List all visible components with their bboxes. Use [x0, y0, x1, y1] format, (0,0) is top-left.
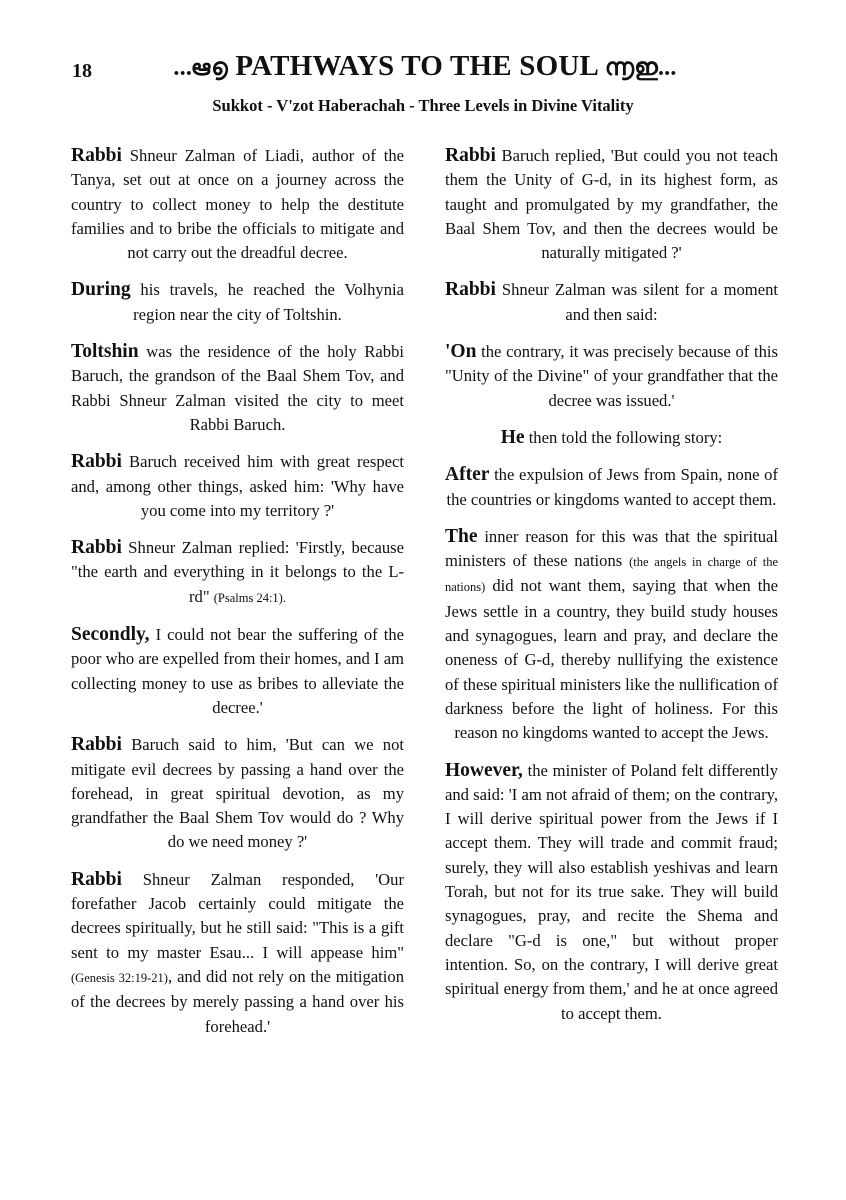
paragraph-lead-word: Secondly, [71, 624, 150, 646]
paragraph [71, 536, 404, 610]
right-column [445, 144, 778, 1039]
paragraph [445, 463, 778, 512]
paragraph-text: inner reason for this was that the spiritual ministers of these nations [445, 526, 778, 571]
paragraph [71, 144, 404, 265]
paragraph-text: the contrary, it was precisely because of this "Unity of the Divine" of your grandfather that the decree was issued.' [445, 342, 778, 410]
paragraph [71, 868, 404, 1039]
paragraph-lead-word: However, [445, 759, 523, 781]
paragraph [445, 144, 778, 265]
paragraph-lead-word: Rabbi [445, 145, 496, 166]
paragraph-text: then told the following story: [524, 427, 723, 447]
paragraph-lead-word: Rabbi [71, 734, 122, 756]
left-column [71, 144, 404, 1052]
paragraph-text: I could not bear the suffering of the poor who are expelled from their homes, and I am collecting money to use as bribes to alleviate the decree.' [71, 625, 404, 717]
paragraph [445, 278, 778, 327]
paragraph-lead-word: Rabbi [71, 451, 122, 473]
running-header [130, 50, 720, 87]
citation-note: (Genesis 32:19-21) [71, 970, 168, 985]
paragraph-lead-word: 'On [445, 341, 477, 363]
paragraph-text: Baruch said to him, 'But can we not mitigate evil decrees by passing a hand over the forehead, in great spiritual devotion, as my grandfather the Baal Shem Tov would do ? Why do we need money ?' [71, 735, 404, 852]
page-number: 18 [72, 60, 92, 82]
paragraph [445, 525, 778, 746]
paragraph [71, 623, 404, 720]
paragraph-lead-word: During [71, 279, 131, 301]
citation-note: (the angels in charge of the nations) [445, 555, 778, 595]
paragraph [445, 759, 778, 1026]
paragraph-text-continued: , and did not rely on the mitigation of the decrees by merely passing a hand over his forehead.' [71, 966, 404, 1036]
paragraph-text-continued: did not want them, saying that when the Jews settle in a country, they build study houses and synagogues, learn and pray, and declare the oneness of G-d, thereby nullifying the existence of these spiritual ministers like the nullification of darkness before the light of holiness. For this reason no kingdoms wanted to accept the Jews. [445, 576, 778, 743]
paragraph-lead-word: Rabbi [445, 279, 496, 301]
paragraph-lead-word: After [445, 464, 490, 486]
paragraph-text: Shneur Zalman responded, 'Our forefather Jacob certainly could mitigate the decrees spiritually, but he still said: "This is a gift sent to my master Esau... I will appease him" [71, 869, 404, 962]
paragraph-lead-word: The [445, 525, 478, 547]
paragraph-text: his travels, he reached the Volhynia region near the city of Toltshin. [130, 280, 404, 324]
paragraph-lead-word: Rabbi [71, 868, 122, 890]
paragraph [71, 278, 404, 327]
paragraph-text: the expulsion of Jews from Spain, none of the countries or kingdoms wanted to accept them. [446, 465, 778, 509]
paragraph-lead-word: Rabbi [71, 537, 122, 559]
paragraph-text: Shneur Zalman of Liadi, author of the Tanya, set out at once on a journey across the country to collect money to help the destitute families and to bribe the officials to mitigate and not carry out the dreadful decree. [71, 146, 404, 263]
paragraph-lead-word: He [500, 426, 525, 448]
paragraph-text: Baruch received him with great respect and, among other things, asked him: 'Why have you come into my territory ?' [71, 452, 404, 520]
paragraph [71, 733, 404, 854]
paragraph-text: was the residence of the holy Rabbi Baruch, the grandson of the Baal Shem Tov, and Rabbi Shneur Zalman visited the city to meet Rabbi Baruch. [71, 342, 404, 434]
paragraph-text: Baruch replied, 'But could you not teach them the Unity of G-d, in its highest form, as taught and promulgated by my grandfather, the Baal Shem Tov, and then the decrees would be naturally mitigated ?' [445, 146, 778, 263]
paragraph-lead-word: Rabbi [71, 145, 122, 166]
paragraph [71, 340, 404, 437]
book-title: PATHWAYS TO THE SOUL [235, 50, 598, 82]
flourish-right-ornament: ൬ഇ... [604, 55, 677, 81]
paragraph-text: the minister of Poland felt differently and said: 'I am not afraid of them; on the contrary, I will derive spiritual power from the Jews if I accept them. They will trade and commit fraud; surely, they will also establish yeshivas and learn Torah, but not for its true sake. They will build synagogues, pray, and recite the Shema and declare "G-d is one," but without proper intention. So, on the contrary, I will derive great spiritual energy from them,' and he at once agreed to accept them. [445, 760, 778, 1023]
paragraph [445, 426, 778, 450]
paragraph [71, 450, 404, 523]
paragraph [445, 340, 778, 413]
paragraph-text: Shneur Zalman replied: 'Firstly, because "the earth and everything in it belongs to the L-rd" [71, 538, 404, 606]
flourish-left-ornament: ...ఆ൭ [173, 55, 228, 81]
citation-note: (Psalms 24:1). [213, 590, 286, 605]
paragraph-lead-word: Toltshin [71, 341, 139, 363]
chapter-subtitle: Sukkot - V'zot Haberachah - Three Levels in Divine Vitality [212, 96, 634, 115]
paragraph-text: Shneur Zalman was silent for a moment and then said: [495, 280, 778, 324]
